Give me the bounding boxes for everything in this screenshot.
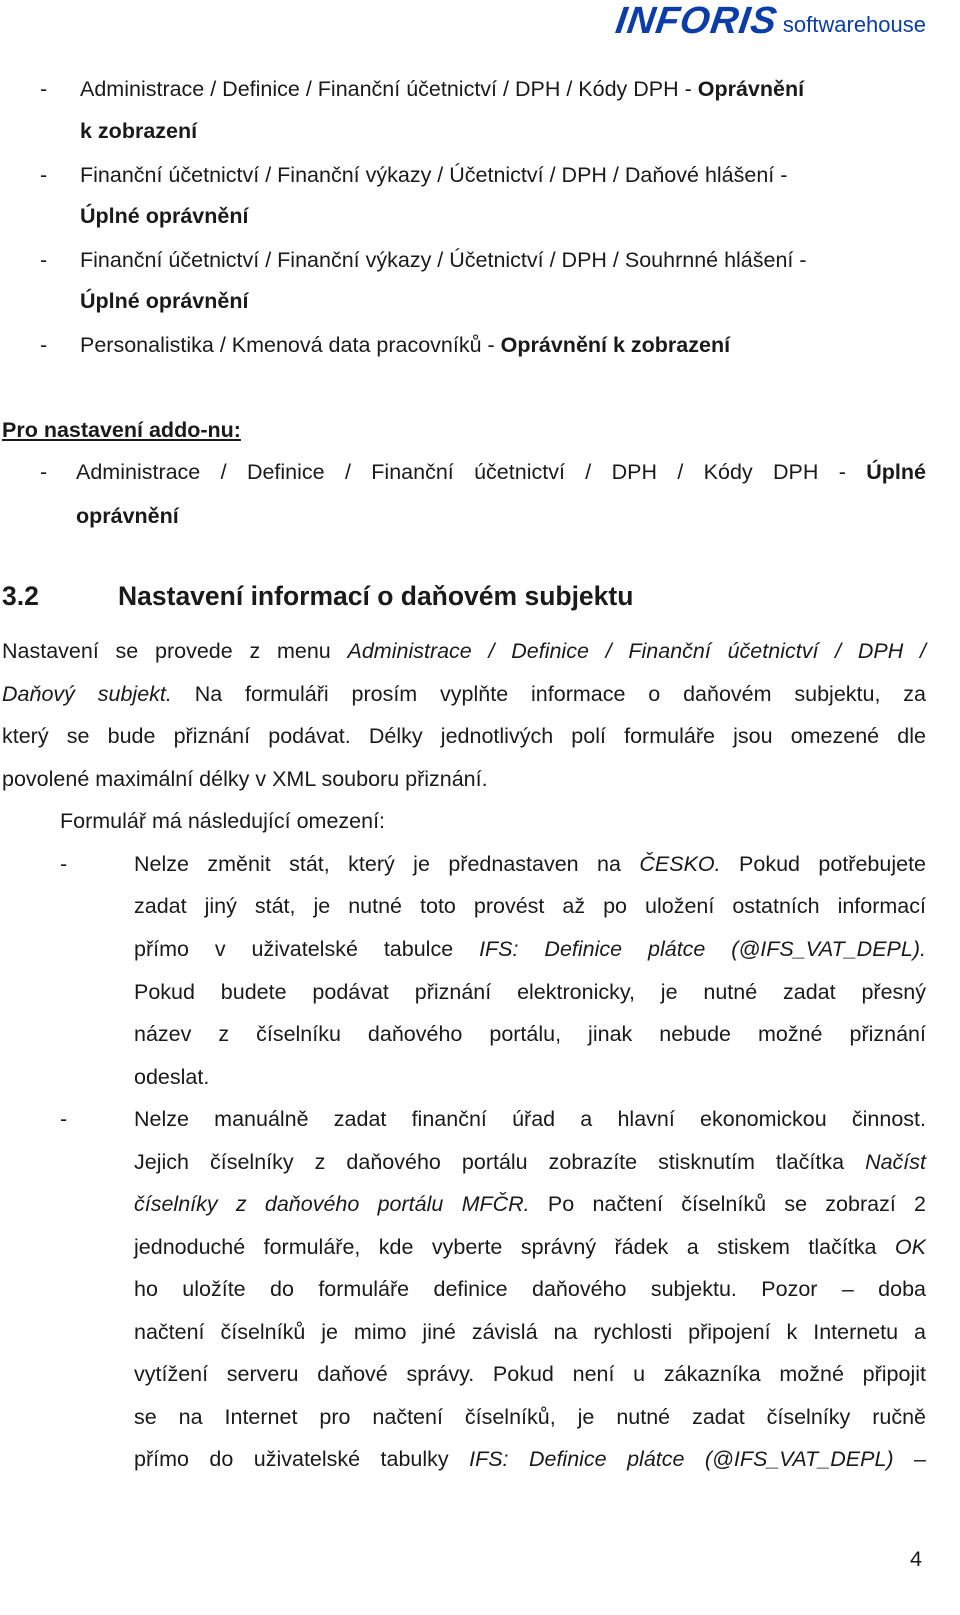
- restriction-line: [134, 1234, 926, 1260]
- section-title: Nastavení informací o daňovém subjektu: [118, 581, 634, 611]
- table-reference: IFS: Definice plátce (@IFS_VAT_DEPL): [469, 1447, 894, 1471]
- logo-subtitle: softwarehouse: [782, 12, 926, 37]
- button-reference: Načíst: [865, 1150, 926, 1174]
- company-logo: [612, 0, 926, 42]
- restriction-line: [134, 1149, 926, 1175]
- restriction-text: Nelze změnit stát, který je přednastaven na: [134, 852, 640, 876]
- list-item-bold: Oprávnění k zobrazení: [500, 333, 731, 357]
- list-dash: -: [40, 333, 48, 357]
- menu-path: Administrace / Definice / Finanční účetnictví / DPH /: [347, 639, 927, 663]
- list-item-continuation: [80, 118, 197, 144]
- list-item: [80, 332, 730, 358]
- menu-path: Daňový subjekt.: [2, 682, 172, 706]
- restriction-line: vytížení serveru daňové správy. Pokud není u zákazníka možné připojit: [134, 1362, 926, 1386]
- list-item-bold: Úplné oprávnění: [80, 204, 249, 228]
- restriction-line: název z číselníku daňového portálu, jinak nebude možné přiznání: [134, 1022, 926, 1046]
- button-reference: OK: [894, 1235, 926, 1259]
- list-item: Finanční účetnictví / Finanční výkazy / Účetnictví / DPH / Daňové hlášení -: [80, 163, 788, 187]
- restriction-text: přímo v uživatelské tabulce: [134, 937, 480, 961]
- restriction-line: Nelze manuálně zadat finanční úřad a hlavní ekonomickou činnost.: [134, 1107, 926, 1131]
- list-item-bold: k zobrazení: [80, 119, 198, 143]
- page-number: 4: [910, 1547, 922, 1571]
- restriction-line: ho uložíte do formuláře definice daňového subjektu. Pozor – doba: [134, 1277, 926, 1301]
- restriction-line: [134, 936, 926, 962]
- addon-item: [76, 459, 926, 485]
- list-item-text: Personalistika / Kmenová data pracovníků -: [80, 333, 501, 357]
- restriction-text: přímo do uživatelské tabulky: [134, 1447, 470, 1471]
- restriction-line: se na Internet pro načtení číselníků, je nutné zadat číselníky ručně: [134, 1405, 926, 1429]
- paragraph-text: Nastavení se provede z menu: [2, 639, 348, 663]
- list-dash: -: [40, 163, 48, 187]
- addon-heading: Pro nastavení addo-nu:: [2, 418, 241, 442]
- paragraph-line: který se bude přiznání podávat. Délky jednotlivých polí formuláře jsou omezené dle: [2, 724, 926, 748]
- table-reference: IFS: Definice plátce (@IFS_VAT_DEPL).: [479, 937, 926, 961]
- restriction-text: Jejich číselníky z daňového portálu zobrazíte stisknutím tlačítka: [134, 1150, 866, 1174]
- list-item-bold: Oprávnění: [697, 77, 805, 101]
- list-dash: -: [40, 460, 48, 484]
- list-dash: -: [40, 77, 48, 101]
- restriction-line: zadat jiný stát, je nutné toto provést až po uložení ostatních informací: [134, 894, 926, 918]
- restriction-text: jednoduché formuláře, kde vyberte správný řádek a stiskem tlačítka: [134, 1235, 895, 1259]
- restriction-line: [134, 1191, 926, 1217]
- list-item-continuation: [80, 288, 248, 314]
- paragraph-line: [2, 638, 926, 664]
- restriction-line: Pokud budete podávat přiznání elektronicky, je nutné zadat přesný: [134, 980, 926, 1004]
- restriction-text: –: [893, 1447, 926, 1471]
- restriction-line: odeslat.: [134, 1065, 210, 1089]
- restrictions-intro: Formulář má následující omezení:: [60, 809, 386, 833]
- list-dash: -: [60, 1107, 68, 1131]
- paragraph-text: Na formuláři prosím vyplňte informace o daňovém subjektu, za: [171, 682, 926, 706]
- list-item: Finanční účetnictví / Finanční výkazy / Účetnictví / DPH / Souhrnné hlášení -: [80, 248, 807, 272]
- addon-item-bold: oprávnění: [76, 504, 179, 528]
- section-number: 3.2: [2, 581, 39, 611]
- restriction-line: načtení číselníků je mimo jiné závislá na rychlosti připojení k Internetu a: [134, 1320, 926, 1344]
- addon-item-text: Administrace / Definice / Finanční účetnictví / DPH / Kódy DPH -: [76, 460, 867, 484]
- list-dash: -: [60, 852, 68, 876]
- restriction-line: [134, 1446, 926, 1472]
- logo-mark: INFORIS: [612, 0, 780, 42]
- addon-item-bold: Úplné: [866, 460, 926, 484]
- restriction-line: [134, 851, 926, 877]
- addon-item-continuation: [76, 503, 179, 529]
- paragraph-line: [2, 681, 926, 707]
- list-item-text: Administrace / Definice / Finanční účetnictví / DPH / Kódy DPH -: [80, 77, 698, 101]
- list-item: [80, 76, 804, 102]
- list-dash: -: [40, 248, 48, 272]
- restriction-text: Po načtení číselníků se zobrazí 2: [529, 1192, 926, 1216]
- paragraph-line: povolené maximální délky v XML souboru přiznání.: [2, 767, 488, 791]
- button-reference: číselníky z daňového portálu MFČR.: [134, 1192, 530, 1216]
- list-item-continuation: [80, 203, 248, 229]
- restriction-italic: ČESKO.: [639, 852, 721, 876]
- list-item-bold: Úplné oprávnění: [80, 289, 249, 313]
- restriction-text: Pokud potřebujete: [720, 852, 927, 876]
